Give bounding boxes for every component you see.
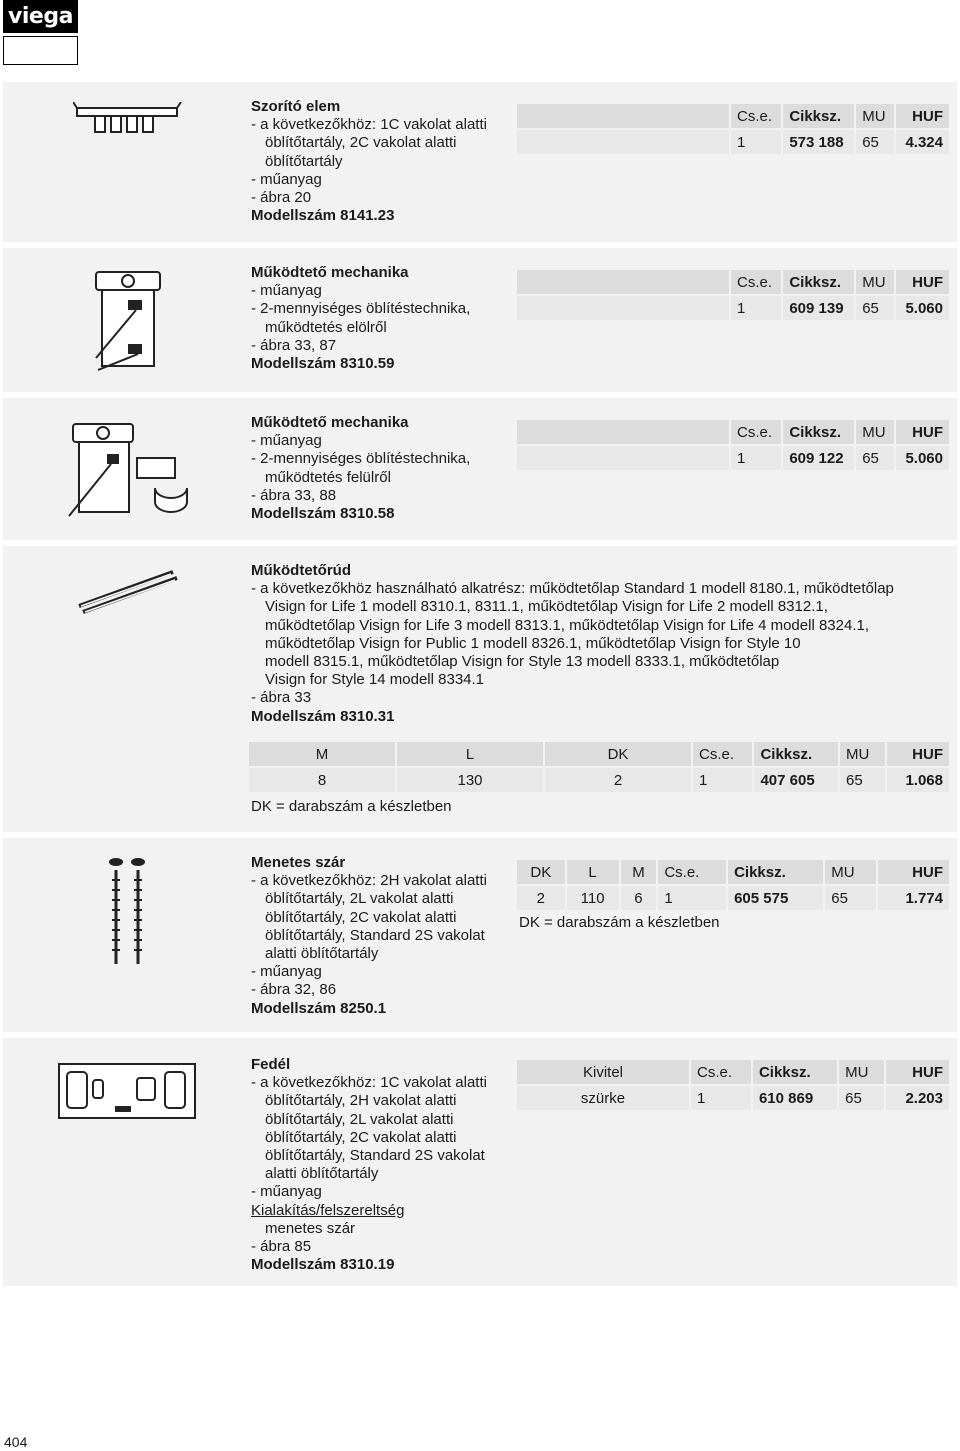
col-header: Cikksz. [783,104,856,128]
desc-line: alatti öblítőtartály [265,945,379,963]
article-number: 605 575 [728,884,825,910]
col-header: HUF [896,420,949,444]
desc-line: öblítőtartály, 2C vakolat alatti [265,134,457,152]
table-cell: 65 [840,766,887,792]
article-number: 610 869 [753,1084,839,1110]
col-header: Cikksz. [728,860,825,884]
price-table [249,742,949,792]
price-table [517,1060,949,1110]
desc-line: öblítőtartály, Standard 2S vakolat [265,926,485,944]
product-card [3,82,957,242]
price-table [517,860,949,910]
col-header: MU [825,860,878,884]
price-table [517,420,949,470]
viega-logo: viega [3,0,78,33]
table-cell: 65 [825,884,878,910]
table-cell: szürke [517,1084,691,1110]
table-cell: 1 [731,444,783,470]
table-note: DK = darabszám a készletben [251,798,452,815]
price: 1.774 [878,884,949,910]
desc-line: öblítőtartály [265,152,343,170]
table-cell: 1 [731,128,783,154]
desc-line: - ábra 33, 88 [251,486,337,504]
actuator-top-figure [63,418,203,523]
logo-box [3,36,78,65]
table-cell: 6 [621,884,659,910]
product-card [3,248,957,392]
desc-line: öblítőtartály, 2H vakolat alatti [265,1092,457,1110]
article-number: 573 188 [783,128,856,154]
desc-line: - ábra 85 [251,1238,312,1256]
desc-line: öblítőtartály, Standard 2S vakolat [265,1147,485,1165]
col-header: Cikksz. [754,742,840,766]
col-header: MU [840,742,887,766]
desc-line: - ábra 33 [251,689,312,707]
model-number: Modellszám 8310.59 [251,355,395,373]
col-header: Cikksz. [783,270,856,294]
desc-line: - a következőkhöz: 2H vakolat alatti [251,872,487,890]
product-card [3,546,957,832]
col-header: Cs.e. [731,420,783,444]
table-cell: 1 [731,294,783,320]
price: 4.324 [896,128,949,154]
table-cell: 130 [397,766,545,792]
col-header: L [567,860,621,884]
product-description [251,414,470,523]
col-header: DK [545,742,693,766]
col-header: DK [517,860,567,884]
threaded-rod-figure [103,856,153,971]
model-number: Modellszám 8141.23 [251,207,395,225]
model-number: Modellszám 8310.19 [251,1256,395,1274]
col-header: Kivitel [517,1060,691,1084]
table-cell: 1 [691,1084,753,1110]
desc-line: Visign for Life 1 modell 8310.1, 8311.1, működtetőlap Visign for Life 2 modell 8312.1, [265,598,828,616]
col-header: L [397,742,545,766]
col-header: HUF [896,270,949,294]
product-card [3,838,957,1032]
col-header: MU [856,420,896,444]
model-number: Modellszám 8250.1 [251,999,387,1017]
desc-line: modell 8315.1, működtetőlap Visign for Style 13 modell 8333.1, működtetőlap [265,653,780,671]
table-note: DK = darabszám a készletben [519,914,720,931]
col-header: Cs.e. [658,860,728,884]
feature-heading: Kialakítás/felszereltség [251,1201,405,1219]
table-cell: 65 [856,294,896,320]
model-number: Modellszám 8310.58 [251,505,395,523]
actuator-rod-figure [73,566,183,616]
price: 1.068 [887,766,949,792]
table-cell: 2 [545,766,693,792]
product-title: Működtető mechanika [251,264,409,281]
col-header: HUF [886,1060,949,1084]
model-number: Modellszám 8310.31 [251,707,395,725]
desc-line: - műanyag [251,282,322,300]
col-header: Cikksz. [783,420,856,444]
article-number: 407 605 [754,766,840,792]
table-cell: 8 [249,766,397,792]
col-header: Cikksz. [753,1060,839,1084]
desc-line: alatti öblítőtartály [265,1165,379,1183]
product-title: Menetes szár [251,854,346,871]
cover-figure [55,1058,200,1123]
table-cell: 65 [856,128,896,154]
article-number: 609 139 [783,294,856,320]
desc-line: - műanyag [251,963,322,981]
table-cell: 1 [693,766,754,792]
desc-line: működtetés elölről [265,318,387,336]
product-description [251,1056,487,1274]
col-header: HUF [896,104,949,128]
article-number: 609 122 [783,444,856,470]
table-cell: 1 [658,884,728,910]
product-title: Működtetőrúd [251,562,351,579]
col-header: Cs.e. [691,1060,753,1084]
desc-line: - a következőkhöz: 1C vakolat alatti [251,1074,487,1092]
desc-line: működtetőlap Visign for Public 1 modell 8326.1, működtetőlap Visign for Style 10 [265,634,801,652]
col-header: Cs.e. [731,104,783,128]
desc-line: menetes szár [265,1219,356,1237]
desc-line: működtetés felülről [265,468,391,486]
col-header: MU [839,1060,886,1084]
actuator-front-figure [88,266,168,376]
col-header: HUF [878,860,949,884]
desc-line: - a következőkhöz használható alkatrész: működtetőlap Standard 1 modell 8180.1, működtetőlap [251,580,894,598]
desc-line: öblítőtartály, 2L vakolat alatti [265,1110,454,1128]
product-description [251,98,487,225]
desc-line: - műanyag [251,1183,322,1201]
product-title: Működtető mechanika [251,414,409,431]
col-header: HUF [887,742,949,766]
table-cell: 110 [567,884,621,910]
desc-line: - ábra 33, 87 [251,336,337,354]
desc-line: öblítőtartály, 2C vakolat alatti [265,908,457,926]
price: 2.203 [886,1084,949,1110]
price-table [517,270,949,320]
desc-line: - 2-mennyiséges öblítéstechnika, [251,450,471,468]
desc-line: öblítőtartály, 2C vakolat alatti [265,1128,457,1146]
page-number: 404 [4,1434,28,1450]
col-header: MU [856,104,896,128]
desc-line: működtetőlap Visign for Life 3 modell 8313.1, működtetőlap Visign for Life 4 modell 8324.1, [265,616,869,634]
clamp-figure [73,102,183,142]
desc-line: Visign for Style 14 modell 8334.1 [265,671,485,689]
product-title: Szorító elem [251,98,341,115]
table-cell: 2 [517,884,567,910]
desc-line: - műanyag [251,170,322,188]
price-table [517,104,949,154]
col-header: MU [856,270,896,294]
col-header: M [621,860,659,884]
col-header: M [249,742,397,766]
product-description [251,264,470,373]
price: 5.060 [896,444,949,470]
product-card [3,1038,957,1286]
desc-line: - 2-mennyiséges öblítéstechnika, [251,300,471,318]
desc-line: öblítőtartály, 2L vakolat alatti [265,890,454,908]
product-description [251,562,894,726]
desc-line: - ábra 20 [251,189,312,207]
desc-line: - műanyag [251,432,322,450]
col-header: Cs.e. [731,270,783,294]
col-header: Cs.e. [693,742,754,766]
product-title: Fedél [251,1056,291,1073]
desc-line: - ábra 32, 86 [251,981,337,999]
desc-line: - a következőkhöz: 1C vakolat alatti [251,116,487,134]
table-cell: 65 [839,1084,886,1110]
price: 5.060 [896,294,949,320]
product-description [251,854,487,1018]
product-card [3,398,957,540]
table-cell: 65 [856,444,896,470]
